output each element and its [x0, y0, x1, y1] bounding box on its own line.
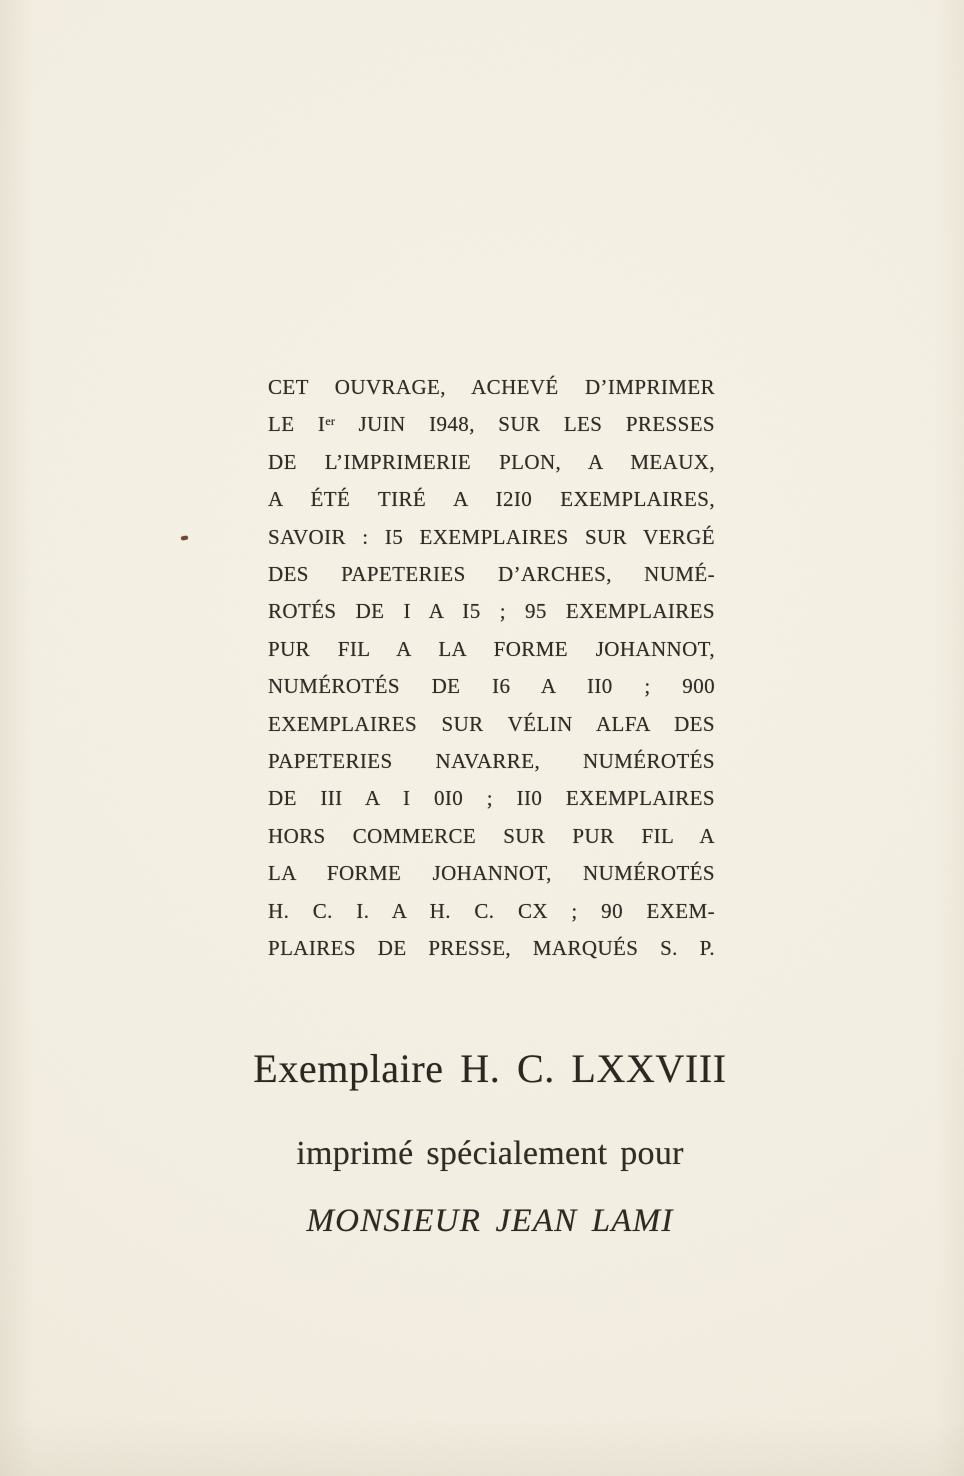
line-suffix: JUIN I948, SUR LES PRESSES [335, 412, 716, 437]
dedication-line: imprimé spécialement pour [296, 1135, 684, 1172]
colophon-line: DE III A I 0I0 ; II0 EXEMPLAIRES [268, 786, 715, 811]
colophon-line: SAVOIR : I5 EXEMPLAIRES SUR VERGÉ [268, 524, 715, 549]
ink-speck [181, 536, 188, 541]
colophon-line: DES PAPETERIES D’ARCHES, NUMÉ- [268, 562, 715, 587]
colophon-line: PLAIRES DE PRESSE, MARQUÉS S. P. [268, 936, 715, 961]
colophon-line: A ÉTÉ TIRÉ A I2I0 EXEMPLAIRES, [268, 487, 715, 512]
recipient-name: MONSIEUR JEAN LAMI [306, 1203, 674, 1239]
colophon-line: LA FORME JOHANNOT, NUMÉROTÉS [268, 861, 715, 886]
colophon-line: H. C. I. A H. C. CX ; 90 EXEM- [268, 898, 715, 923]
colophon-block [268, 369, 715, 968]
copy-number-line: Exemplaire H. C. LXXVIII [253, 1046, 727, 1091]
colophon-line: NUMÉROTÉS DE I6 A II0 ; 900 [268, 674, 715, 699]
ordinal-superscript: er [325, 414, 336, 429]
colophon-line: CET OUVRAGE, ACHEVÉ D’IMPRIMER [268, 375, 715, 399]
colophon-line: HORS COMMERCE SUR PUR FIL A [268, 823, 715, 848]
line-prefix: LE I [268, 412, 326, 437]
colophon-line: PAPETERIES NAVARRE, NUMÉROTÉS [268, 749, 715, 774]
colophon-line: PUR FIL A LA FORME JOHANNOT, [268, 636, 715, 661]
colophon-line: EXEMPLAIRES SUR VÉLIN ALFA DES [268, 711, 715, 736]
colophon-line: ROTÉS DE I A I5 ; 95 EXEMPLAIRES [268, 599, 715, 624]
colophon-line: DE L’IMPRIMERIE PLON, A MEAUX, [268, 449, 715, 474]
colophon-line-with-superscript [268, 406, 715, 443]
